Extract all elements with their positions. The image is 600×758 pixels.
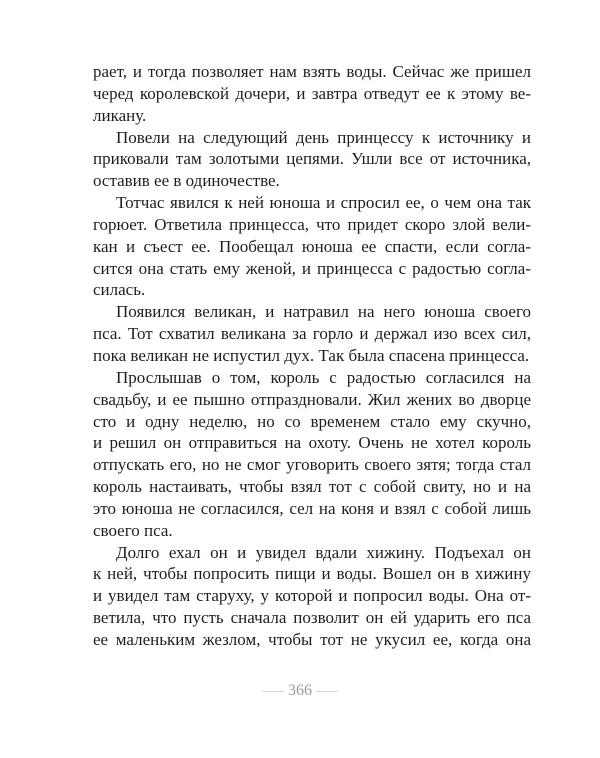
page-body — [93, 61, 531, 651]
text-line: и увидел там старуху, у которой и попросил воды. Она от- — [93, 586, 531, 606]
paragraph — [93, 61, 531, 127]
text-line: Повели на следующий день принцессу к источнику и — [116, 127, 531, 147]
paragraph — [93, 127, 531, 193]
paragraph — [93, 192, 531, 301]
text-line: кан и съест ее. Пообещал юноша ее спасти, если согла- — [93, 236, 531, 256]
ornament-dash — [316, 691, 338, 692]
page-number-footer — [0, 682, 600, 700]
text-line: это юноша не согласился, сел на коня и взял с собой лишь — [93, 498, 531, 518]
text-line: и решил он отправиться на охоту. Очень не хотел король — [93, 433, 531, 453]
text-line: своего пса. — [93, 520, 173, 540]
text-line: ветила, что пусть сначала позволит он ей ударить его пса — [93, 608, 531, 628]
text-line: к ней, чтобы попросить пищи и воды. Вошел он в хижину — [93, 564, 531, 584]
text-line: горюет. Ответила принцесса, что придет скоро злой вели- — [93, 214, 531, 234]
text-line: ликану. — [93, 105, 147, 125]
text-line: сится она стать ему женой, и принцесса с радостью согла- — [93, 258, 531, 278]
text-line: пса. Тот схватил великана за горло и держал изо всех сил, — [93, 324, 531, 344]
paragraph — [93, 301, 531, 367]
text-line: Долго ехал он и увидел вдали хижину. Подъехал он — [116, 542, 531, 562]
text-line: ее маленьким жезлом, чтобы тот не укусил ее, когда она — [93, 629, 531, 649]
text-line: свадьбу, и ее пышно отпраздновали. Жил жених во дворце — [93, 389, 531, 409]
page-number: 366 — [288, 682, 312, 699]
text-line: рает, и тогда позволяет нам взять воды. Сейчас же пришел — [93, 62, 531, 81]
text-line: Тотчас явился к ней юноша и спросил ее, о чем она так — [116, 193, 531, 213]
text-line: сто и одну неделю, но со временем стало ему скучно, — [93, 411, 531, 431]
ornament-dash — [262, 691, 284, 692]
text-line: Прослышав о том, король с радостью согласился на — [116, 367, 531, 387]
text-line: оставив ее в одиночестве. — [93, 171, 280, 191]
text-line: Появился великан, и натравил на него юноша своего — [116, 302, 531, 322]
text-line: король настаивать, чтобы взял тот с собой свиту, но и на — [93, 477, 531, 497]
text-line: пока великан не испустил дух. Так была спасена принцесса. — [93, 345, 530, 365]
text-line: силась. — [93, 280, 146, 300]
text-line: черед королевской дочери, и завтра отведут ее к этому ве- — [93, 83, 531, 103]
paragraph — [93, 542, 531, 651]
text-line: отпускать его, но не смог уговорить своего зятя; тогда стал — [93, 455, 531, 475]
paragraph — [93, 367, 531, 542]
text-line: приковали там золотыми цепями. Ушли все от источника, — [93, 149, 531, 169]
